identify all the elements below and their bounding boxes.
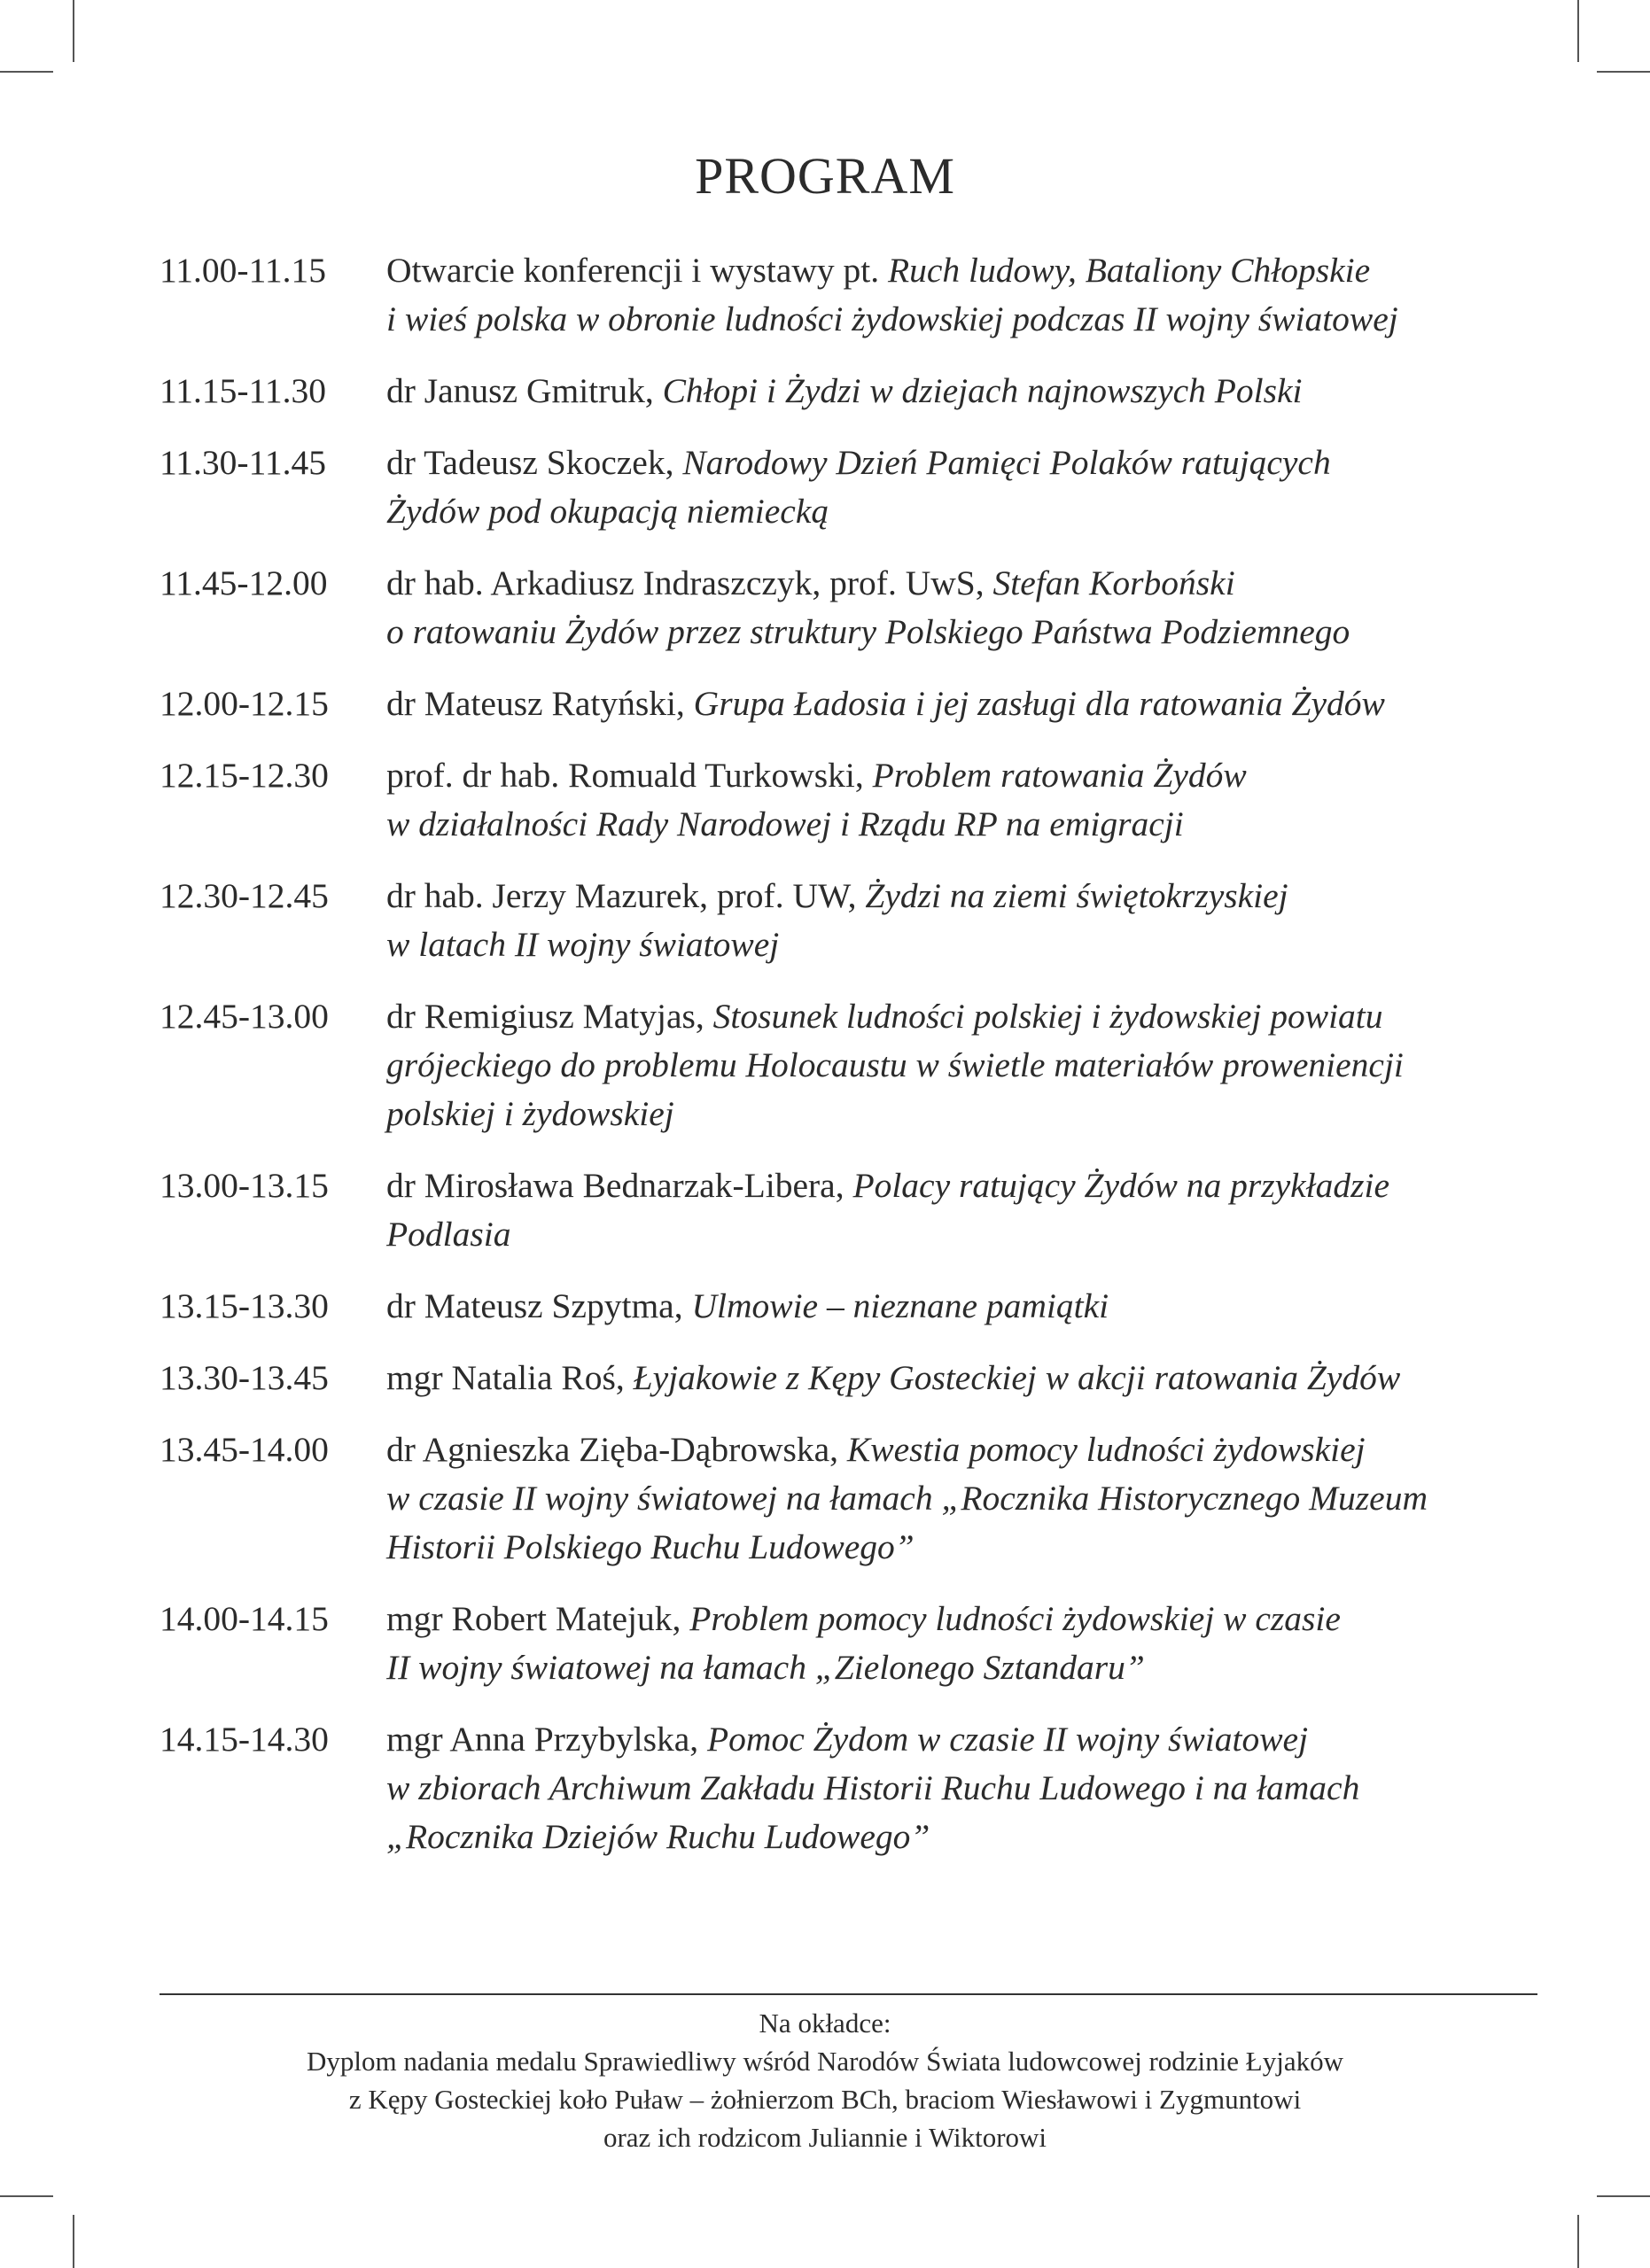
entry-speaker: dr Janusz Gmitruk,: [386, 371, 654, 410]
entry-line: [386, 1354, 1542, 1402]
program-list: [160, 246, 1542, 1884]
crop-mark-top-right: [1577, 0, 1579, 62]
program-entry: [160, 751, 1542, 849]
entry-speaker: mgr Anna Przybylska,: [386, 1720, 699, 1759]
entry-line: [386, 559, 1542, 608]
entry-speaker: dr Remigiusz Matyjas,: [386, 997, 704, 1036]
entry-line: [386, 1090, 1542, 1138]
entry-line: [386, 367, 1542, 416]
entry-speaker: dr Mateusz Ratyński,: [386, 684, 685, 723]
program-entry: [160, 439, 1542, 536]
entry-title: Podlasia: [386, 1215, 511, 1254]
entry-speaker: Otwarcie konferencji i wystawy pt.: [386, 251, 880, 290]
entry-time: 13.15-13.30: [160, 1286, 329, 1325]
entry-title: grójeckiego do problemu Holocaustu w świetle materiałów proweniencji: [386, 1045, 1404, 1084]
program-entry: [160, 1282, 1542, 1331]
entry-speaker: dr Agnieszka Zięba-Dąbrowska,: [386, 1430, 839, 1469]
program-entry: [160, 1354, 1542, 1402]
entry-title: w latach II wojny światowej: [386, 925, 780, 964]
entry-body: [386, 559, 1542, 656]
cover-caption-line: z Kępy Gosteckiej koło Puław – żołnierzom BCh, braciom Wiesławowi i Zygmuntowi: [348, 2084, 1302, 2115]
entry-line: [386, 751, 1542, 800]
entry-line: [386, 872, 1542, 920]
entry-body: [386, 1425, 1542, 1572]
program-entry: [160, 559, 1542, 656]
entry-title: w działalności Rady Narodowej i Rządu RP na emigracji: [386, 804, 1184, 843]
crop-mark-bottom-right: [1577, 2215, 1579, 2268]
crop-mark-top-left-horizontal: [0, 71, 53, 73]
entry-title: Łyjakowie z Kępy Gosteckiej w akcji ratowania Żydów: [633, 1358, 1401, 1397]
crop-mark-top-right-horizontal: [1597, 71, 1650, 73]
cover-caption-heading: Na okładce:: [759, 2008, 891, 2039]
entry-time: 13.45-14.00: [160, 1430, 329, 1469]
entry-title: Chłopi i Żydzi w dziejach najnowszych Polski: [662, 371, 1303, 410]
entry-title: II wojny światowej na łamach „Zielonego Sztandaru”: [386, 1648, 1145, 1687]
crop-mark-bottom-left: [73, 2215, 74, 2268]
entry-line: [386, 1210, 1542, 1259]
entry-time: 12.45-13.00: [160, 997, 329, 1036]
entry-time: 11.45-12.00: [160, 563, 328, 602]
footer-divider: [160, 1993, 1537, 1995]
page-title: PROGRAM: [695, 147, 955, 205]
entry-title: Problem ratowania Żydów: [872, 756, 1247, 795]
cover-caption-line: Dyplom nadania medalu Sprawiedliwy wśród Narodów Świata ludowcowej rodzinie Łyjaków: [307, 2046, 1343, 2077]
cover-caption: [0, 2004, 1650, 2156]
entry-body: [386, 367, 1542, 416]
crop-mark-top-left: [73, 0, 74, 62]
entry-body: [386, 751, 1542, 849]
entry-line: [386, 1161, 1542, 1210]
entry-line: [386, 608, 1542, 656]
entry-body: [386, 1282, 1542, 1331]
entry-body: [386, 439, 1542, 536]
entry-speaker: dr Mateusz Szpytma,: [386, 1286, 683, 1325]
entry-line: [386, 1595, 1542, 1643]
entry-title: i wieś polska w obronie ludności żydowskiej podczas II wojny światowej: [386, 299, 1398, 338]
entry-line: [386, 1813, 1542, 1861]
entry-line: [386, 680, 1542, 728]
entry-body: [386, 1595, 1542, 1692]
program-entry: [160, 1595, 1542, 1692]
entry-body: [386, 680, 1542, 728]
entry-title: Polacy ratujący Żydów na przykładzie: [852, 1166, 1390, 1205]
entry-title: Ruch ludowy, Bataliony Chłopskie: [887, 251, 1371, 290]
cover-caption-line: oraz ich rodzicom Juliannie i Wiktorowi: [603, 2122, 1047, 2153]
entry-time: 11.15-11.30: [160, 371, 326, 410]
program-entry: [160, 680, 1542, 728]
entry-title: Problem pomocy ludności żydowskiej w czasie: [689, 1599, 1341, 1638]
entry-line: [386, 487, 1542, 536]
program-entry: [160, 1425, 1542, 1572]
entry-title: polskiej i żydowskiej: [386, 1094, 674, 1133]
entry-body: [386, 1354, 1542, 1402]
entry-line: [386, 800, 1542, 849]
entry-body: [386, 1161, 1542, 1259]
entry-title: Ulmowie – nieznane pamiątki: [691, 1286, 1109, 1325]
entry-speaker: dr Mirosława Bednarzak-Libera,: [386, 1166, 844, 1205]
program-entry: [160, 872, 1542, 969]
entry-line: [386, 1282, 1542, 1331]
entry-line: [386, 1715, 1542, 1764]
program-entry: [160, 1161, 1542, 1259]
crop-mark-bottom-right-horizontal: [1597, 2195, 1650, 2197]
entry-line: [386, 1474, 1542, 1523]
entry-title: Historii Polskiego Ruchu Ludowego”: [386, 1527, 915, 1566]
entry-title: Pomoc Żydom w czasie II wojny światowej: [707, 1720, 1309, 1759]
entry-body: [386, 246, 1542, 344]
entry-line: [386, 295, 1542, 344]
entry-speaker: dr hab. Arkadiusz Indraszczyk, prof. UwS,: [386, 563, 985, 602]
entry-title: w czasie II wojny światowej na łamach „Rocznika Historycznego Muzeum: [386, 1479, 1428, 1518]
entry-title: Narodowy Dzień Pamięci Polaków ratujących: [682, 443, 1331, 482]
entry-time: 11.30-11.45: [160, 443, 326, 482]
entry-time: 14.00-14.15: [160, 1599, 329, 1638]
entry-line: [386, 1523, 1542, 1572]
entry-speaker: prof. dr hab. Romuald Turkowski,: [386, 756, 864, 795]
entry-title: Grupa Ładosia i jej zasługi dla ratowania Żydów: [693, 684, 1385, 723]
entry-speaker: mgr Robert Matejuk,: [386, 1599, 681, 1638]
entry-title: Stefan Korboński: [992, 563, 1235, 602]
entry-title: „Rocznika Dziejów Ruchu Ludowego”: [386, 1817, 930, 1856]
entry-time: 13.00-13.15: [160, 1166, 329, 1205]
entry-title: w zbiorach Archiwum Zakładu Historii Ruchu Ludowego i na łamach: [386, 1768, 1360, 1807]
entry-line: [386, 246, 1542, 295]
program-entry: [160, 1715, 1542, 1861]
entry-time: 12.15-12.30: [160, 756, 329, 795]
entry-line: [386, 920, 1542, 969]
entry-speaker: mgr Natalia Roś,: [386, 1358, 625, 1397]
entry-title: Stosunek ludności polskiej i żydowskiej powiatu: [712, 997, 1383, 1036]
entry-line: [386, 1764, 1542, 1813]
entry-body: [386, 992, 1542, 1138]
entry-title: Żydów pod okupacją niemiecką: [386, 492, 829, 531]
entry-time: 12.30-12.45: [160, 876, 329, 915]
entry-body: [386, 1715, 1542, 1861]
program-entry: [160, 992, 1542, 1138]
entry-line: [386, 1643, 1542, 1692]
entry-time: 11.00-11.15: [160, 251, 326, 290]
program-entry: [160, 367, 1542, 416]
entry-body: [386, 872, 1542, 969]
entry-speaker: dr Tadeusz Skoczek,: [386, 443, 674, 482]
entry-title: Kwestia pomocy ludności żydowskiej: [846, 1430, 1366, 1469]
program-entry: [160, 246, 1542, 344]
entry-time: 12.00-12.15: [160, 684, 329, 723]
entry-time: 14.15-14.30: [160, 1720, 329, 1759]
entry-line: [386, 992, 1542, 1041]
entry-title: Żydzi na ziemi świętokrzyskiej: [865, 876, 1288, 915]
entry-line: [386, 1425, 1542, 1474]
entry-line: [386, 1041, 1542, 1090]
crop-mark-bottom-left-horizontal: [0, 2195, 53, 2197]
entry-title: o ratowaniu Żydów przez struktury Polskiego Państwa Podziemnego: [386, 612, 1350, 651]
entry-line: [386, 439, 1542, 487]
entry-speaker: dr hab. Jerzy Mazurek, prof. UW,: [386, 876, 857, 915]
entry-time: 13.30-13.45: [160, 1358, 329, 1397]
